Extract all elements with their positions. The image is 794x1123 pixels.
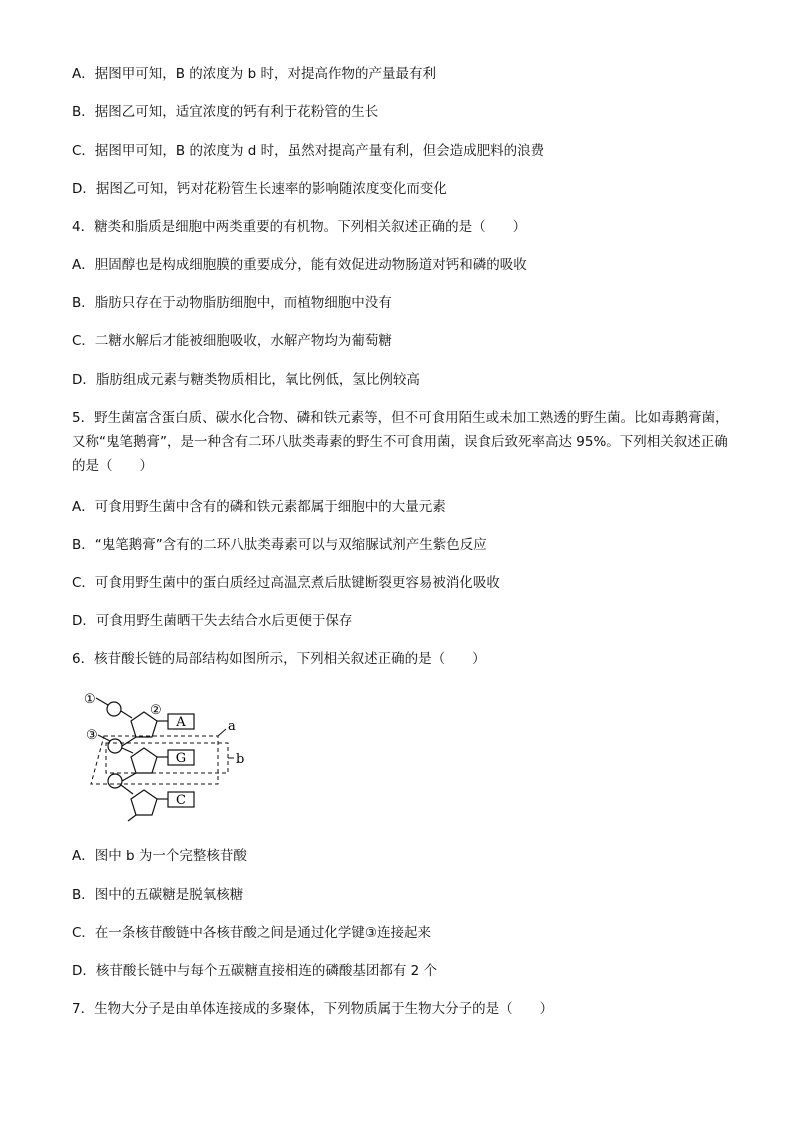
- q3-option-a: A．据图甲可知，B 的浓度为 b 时，对提高作物的产量最有利: [72, 66, 436, 82]
- label-a-leader: [218, 729, 226, 736]
- q6-stem: 6．核苷酸长链的局部结构如图所示，下列相关叙述正确的是（ ）: [72, 651, 486, 667]
- q6-option-a: A．图中 b 为一个完整核苷酸: [72, 848, 247, 864]
- phosphodiester-bond-low: [121, 785, 133, 794]
- phosphodiester-bond-top: [121, 711, 132, 718]
- sugar-phosphate-link-2: [122, 773, 136, 781]
- chain-continuation: [128, 815, 136, 821]
- nucleotide-chain-figure: [84, 688, 254, 823]
- label-1-leader: [96, 698, 108, 705]
- q6-option-d: D．核苷酸长链中与每个五碳糖直接相连的磷酸基团都有 2 个: [72, 963, 438, 979]
- q4-option-a: A．胆固醇也是构成细胞膜的重要成分，能有效促进动物肠道对钙和磷的吸收: [72, 257, 527, 273]
- q5-option-a: A．可食用野生菌中含有的磷和铁元素都属于细胞中的大量元素: [72, 499, 446, 515]
- pentose-sugar-2: [131, 748, 157, 773]
- q4-option-d: D．脂肪组成元素与糖类物质相比，氧比例低，氢比例较高: [72, 372, 420, 388]
- dashed-region-b: [106, 743, 228, 773]
- q5-option-b: B．“鬼笔鹅膏”含有的二环八肽类毒素可以与双缩脲试剂产生紫色反应: [72, 537, 487, 553]
- q3-option-b: B．据图乙可知，适宜浓度的钙有利于花粉管的生长: [72, 104, 379, 120]
- q6-option-c: C．在一条核苷酸链中各核苷酸之间是通过化学键③连接起来: [72, 925, 432, 941]
- q3-option-c: C．据图甲可知，B 的浓度为 d 时，虽然对提高产量有利，但会造成肥料的浪费: [72, 143, 545, 159]
- q6-option-b: B．图中的五碳糖是脱氧核糖: [72, 887, 244, 903]
- base-label-a: A: [176, 715, 186, 730]
- label-a: a: [228, 719, 236, 734]
- phosphate-group-3: [108, 774, 122, 788]
- label-2: ②: [150, 703, 162, 718]
- q5-option-d: D．可食用野生菌晒干失去结合水后更便于保存: [72, 613, 353, 629]
- q3-option-d: D．据图乙可知，钙对花粉管生长速率的影响随浓度变化而变化: [72, 181, 447, 197]
- q4-option-b: B．脂肪只存在于动物脂肪细胞中，而植物细胞中没有: [72, 295, 392, 311]
- base-label-c: C: [176, 793, 186, 808]
- phosphodiester-bond-mid: [122, 748, 133, 753]
- q4-option-c: C．二糖水解后才能被细胞吸收，水解产物均为葡萄糖: [72, 333, 392, 349]
- sugar-phosphate-link-1: [122, 737, 136, 746]
- label-b: b: [236, 752, 245, 767]
- pentose-sugar-3: [131, 790, 157, 815]
- q7-stem: 7．生物大分子是由单体连接成的多聚体，下列物质属于生物大分子的是（ ）: [72, 1001, 554, 1017]
- q5-stem: 5．野生菌富含蛋白质、碳水化合物、磷和铁元素等，但不可食用陌生或未加工熟透的野生菌。比如毒鹅膏菌，又称“鬼笔鹅膏”，是一种含有二环八肽类毒素的野生不可食用菌，误食后致死率高达 95%。下列相关叙述正确的是（ ）: [72, 410, 729, 474]
- q4-stem: 4．糖类和脂质是细胞中两类重要的有机物。下列相关叙述正确的是（ ）: [72, 219, 527, 235]
- label-1: ①: [84, 692, 96, 707]
- q5-option-c: C．可食用野生菌中的蛋白质经过高温烹煮后肽键断裂更容易被消化吸收: [72, 575, 500, 591]
- base-label-g: G: [175, 751, 187, 766]
- phosphate-group-1: [107, 702, 121, 716]
- phosphate-group-2: [108, 739, 122, 753]
- label-3: ③: [86, 728, 98, 743]
